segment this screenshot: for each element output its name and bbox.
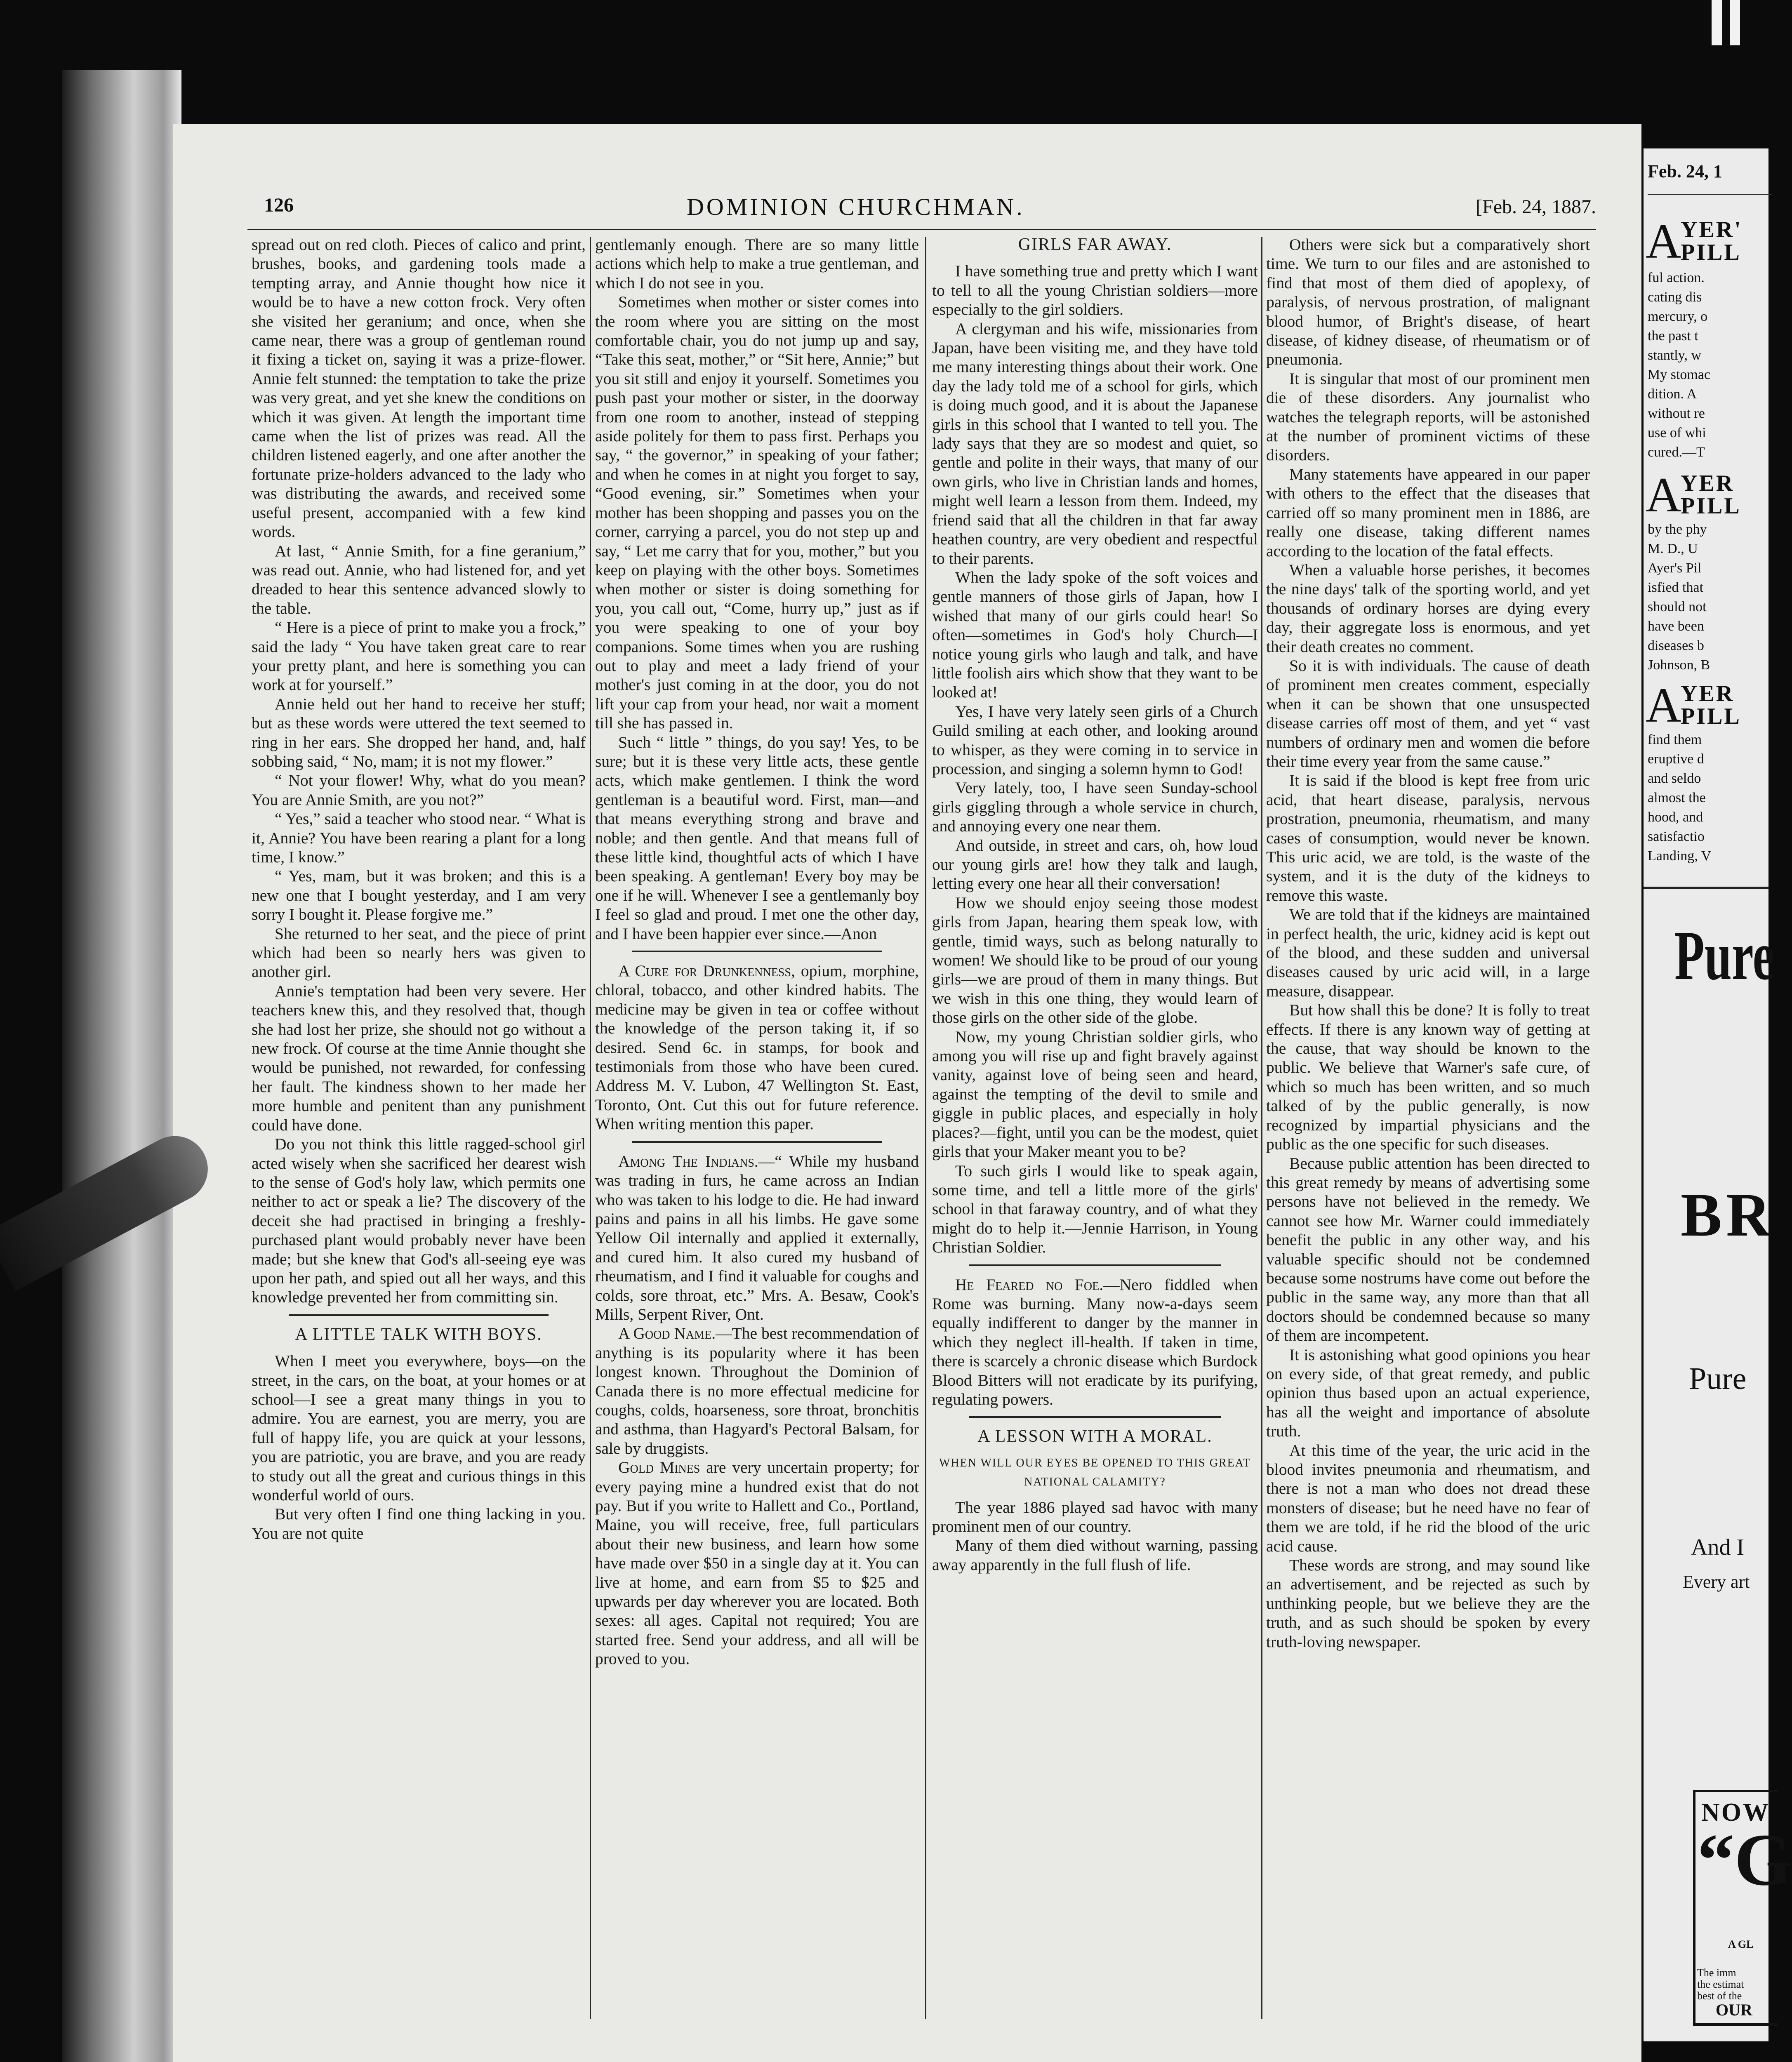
col1-paragraph: But very often I find one thing lacking in you. You are not quite <box>252 1505 586 1542</box>
section-rule <box>969 1416 1221 1418</box>
ayer-ad-word-2: YER <box>1681 471 1735 496</box>
column-3 <box>932 235 1258 2021</box>
boxed-ad-g: “G <box>1697 1819 1792 1901</box>
ayer-ad-initial-2: A <box>1646 467 1681 522</box>
notice-body: —The best recommendation of anything is its popularity where it has been longest known. Throughout the Dominion of Canada there is no more effectual medicine for coughs, colds, hoarseness, sore throat, bronchitis and asthma, than Hagyard's Pectoral Balsam, for sale by druggists. <box>595 1324 919 1457</box>
newspaper-title: DOMINION CHURCHMAN. <box>687 193 1025 220</box>
col3-paragraph: Many of them died without warning, passing away apparently in the full flush of life. <box>932 1536 1258 1574</box>
article-heading-girls-far-away: GIRLS FAR AWAY. <box>1018 235 1172 254</box>
ayer-ad-word-1: YER' <box>1681 217 1743 242</box>
col3-paragraph: Very lately, too, I have seen Sunday-school girls giggling through a whole service in church, and annoying every one near them. <box>932 779 1258 836</box>
column-divider-2 <box>925 237 926 2019</box>
col2-notice-drunkenness <box>595 961 919 1134</box>
col1-paragraph: Annie's temptation had been very severe. Her teachers knew this, and they resolved that, though she had lost her prize, she should not go without a new frock. Of course at the time Annie thought she would be punished, not rewarded, for confessing her fault. The kindness shown to her made her more humble and penitent than any punishment could have done. <box>252 982 586 1134</box>
notice-lead: Among The Indians. <box>618 1152 758 1170</box>
ayer-ad-pills-3: PILL <box>1681 704 1741 729</box>
ayer-ad-initial-1: A <box>1646 214 1681 268</box>
col3-paragraph: I have something true and pretty which I want to tell to all the young Christian soldiers—more especially to the girl soldiers. <box>932 262 1258 319</box>
col1-paragraph: Do you not think this little ragged-school girl acted wisely when she sacrificed her dearest wish to the sense of God's holy law, which permits one neither to act or speak a lie? The discovery of the deceit she had practised in bringing a freshly-purchased plant would probably never have been made; but she knew that God's all-seeing eye was upon her path, and spied out all her ways, and this knowledge prevented her from committing sin. <box>252 1135 586 1306</box>
col1-paragraph: She returned to her seat, and the piece of print which had been so nearly hers was given to another girl. <box>252 924 586 981</box>
col3-paragraph: When the lady spoke of the soft voices and gentle manners of those girls of Japan, how I wished that many of our girls could hear! So often—sometimes in God's holy Church—I notice young girls who laugh and talk, and have little foolish airs which show that they want to be looked at! <box>932 568 1258 701</box>
notice-body: —Nero fiddled when Rome was burning. Many now-a-days seem equally indifferent to danger by the manner in which they neglect ill-health. If taken in time, there is scarcely a chronic disease which Burdock Blood Bitters will not eradicate by its purifying, regulating powers. <box>932 1275 1258 1408</box>
notice-body: opium, morphine, chloral, tobacco, and other kindred habits. The medicine may be given in tea or coffee without the knowledge of the person taking it, if so desired. Send 6c. in stamps, for book and testimonials from those who have been cured. Address M. V. Lubon, 47 Wellington St. East, Toronto, Ont. Cut this out for future reference. When writing mention this paper. <box>595 962 919 1133</box>
column-divider-1 <box>590 237 591 2019</box>
section-rule <box>969 1264 1221 1266</box>
col4-paragraph: It is astonishing what good opinions you hear on every side, of that great remedy, and public opinion thus based upon an actual experience, has all the weight and importance of absolute truth. <box>1266 1345 1590 1441</box>
header-rule <box>247 229 1596 230</box>
col2-paragraph: Such “ little ” things, do you say! Yes, to be sure; but it is these very little acts, these gentle acts, which make gentlemen. I think the word gentleman is a beautiful word. First, man—and that means everything strong and brave and noble; and then gentle. And that means full of these little kind, thoughtful acts of which I have been speaking. A gentleman! Every boy may be one if he will. Whenever I see a gentlemanly boy I feel so glad and proud. I met one the other day, and I have been happier ever since.—Anon <box>595 733 919 943</box>
book-page-edges <box>62 70 181 2062</box>
col4-paragraph: Many statements have appeared in our paper with others to the effect that the diseases that carried off so many prominent men in 1886, are really one disease, taking different names according to the location of the fatal effects. <box>1266 465 1590 560</box>
col4-paragraph: It is singular that most of our prominent men die of these disorders. Any journalist who watches the telegraph reports, will be astonished at the number of prominent victims of these disorders. <box>1266 369 1590 464</box>
col4-paragraph: But how shall this be done? It is folly to treat effects. If there is any known way of getting at the cause, that way should be known to the public. We believe that Warner's safe cure, of which so much has been written, and so much talked of by the public generally, is now recognized by impartial physicians and the public as the one specific for such diseases. <box>1266 1001 1590 1153</box>
col3-paragraph: The year 1886 played sad havoc with many prominent men of our country. <box>932 1498 1258 1535</box>
issue-date: [Feb. 24, 1887. <box>1476 196 1596 218</box>
notice-body: —“ While my husband was trading in furs, he came across an Indian who was taken to his lodge to die. He had inward pains and pains in all his limbs. He gave some Yellow Oil internally and applied it externally, and cured him. It also cured my husband of rheumatism, and I find it valuable for coughs and colds, sore throat, etc.” Mrs. A. Besaw, Cook's Mills, Serpent River, Ont. <box>595 1152 919 1323</box>
notice-lead: Gold Mines <box>618 1458 700 1477</box>
col2-paragraph: gentlemanly enough. There are so many little actions which help to make a true gentleman, and which I do not see in you. <box>595 235 919 292</box>
section-rule <box>289 1314 549 1316</box>
scan-margin-bar <box>1712 0 1722 45</box>
boxed-ad-now: NOW <box>1701 1798 1770 1827</box>
boxed-ad-a-gl: A GL <box>1728 1938 1754 1950</box>
col3-paragraph: To such girls I would like to speak again, some time, and tell a little more of the girls' school in that faraway country, and of what they might do to help it.—Jennie Harrison, in Young Christian Soldier. <box>932 1161 1258 1257</box>
page-header <box>264 194 1596 223</box>
ayer-ad-text-2: by the phy M. D., U Ayer's Pil isfied that should not have been diseases b Johnson, B <box>1648 522 1710 673</box>
column-divider-3 <box>1261 237 1262 2019</box>
pure-ad-subheading: Pure <box>1689 1361 1747 1396</box>
col4-paragraph: It is said if the blood is kept free from uric acid, that heart disease, paralysis, nervous prostration, pneumonia, rheumatism, and many cases of consumption, would never be known. This uric acid, we are told, is the waste of the system, and it is the duty of the kidneys to remove this waste. <box>1266 771 1590 904</box>
col3-paragraph: Now, my young Christian soldier girls, who among you will rise up and fight bravely against vanity, against love of being seen and heard, against the tempting of the devil to smile and giggle in public places, and especially in holy places?—fight, until you can be the modest, quiet girls that your Maker meant you to be? <box>932 1027 1258 1161</box>
column-1 <box>252 235 586 2021</box>
col1-paragraph: When I meet you everywhere, boys—on the street, in the cars, on the boat, at your homes or at school—I see a great many things in you to admire. You are earnest, you are merry, you are full of happy life, you are quick at your lessons, you are patriotic, you are brave, and you are ready to study out all the great and curious things in this wonderful world of ours. <box>252 1352 586 1504</box>
ayer-ad-text-1: ful action. cating dis mercury, o the past t stantly, w My stomac dition. A without re use of whi cured.—T <box>1648 270 1711 460</box>
section-rule <box>632 1141 882 1143</box>
col1-paragraph: “ Not your flower! Why, what do you mean? You are Annie Smith, are you not?” <box>252 771 586 809</box>
ayer-ad-pills-1: PILL <box>1681 240 1741 265</box>
ayer-ad-initial-3: A <box>1646 678 1681 732</box>
col4-paragraph: When a valuable horse perishes, it becomes the nine days' talk of the sporting world, and yet thousands of ordinary horses are dying every day, their aggregate loss is enormous, and yet their death creates no comment. <box>1266 560 1590 656</box>
column-4 <box>1266 235 1590 2021</box>
ayer-ad-pills-2: PILL <box>1681 493 1741 519</box>
col2-notice-gold-mines <box>595 1458 919 1668</box>
right-page-header: Feb. 24, 1 <box>1648 161 1722 181</box>
boxed-ad-small-text: The imm the estimat best of the <box>1697 1967 1744 2002</box>
notice-lead: A Good Name. <box>618 1324 716 1343</box>
and-line: And I <box>1691 1535 1745 1560</box>
col4-paragraph: These words are strong, and may sound like an advertisement, and be rejected as such by unthinking people, but we believe they are the truth, and as such should be spoken by every truth-loving newspaper. <box>1266 1556 1590 1651</box>
scan-margin-bar-2 <box>1730 0 1740 45</box>
notice-lead: He Feared no Foe. <box>955 1275 1104 1294</box>
col4-paragraph: We are told that if the kidneys are maintained in perfect health, the uric, kidney acid is kept out of the blood, and these sudden and universal diseases caused by uric acid will, in a large measure, disappear. <box>1266 905 1590 1000</box>
right-page-strip <box>1644 148 1792 2041</box>
col1-paragraph: spread out on red cloth. Pieces of calico and print, brushes, books, and gardening tools made a tempting array, and Annie thought how nice it would be to have a new cotton frock. Very often she visited her geranium; and once, when she came near, there was a group of gentleman round it fixing a ticket on, saying it was a prize-flower. Annie felt stunned: the temptation to take the prize was very great, and yet she knew the conditions on which it was given. At length the important time came when the list of prizes was read. All the children listened eagerly, and one after another the fortunate prize-holders advanced to the lady who was distributing the awards, and received some useful present, accompanied with a few kind words. <box>252 235 586 541</box>
col4-paragraph: Others were sick but a comparatively short time. We turn to our files and are astonished to find that most of them died of apoplexy, of paralysis, of nervous prostration, of malignant blood humor, of Bright's disease, of heart disease, of kidney disease, of rheumatism or of pneumonia. <box>1266 235 1590 369</box>
col3-notice-feared-no-foe <box>932 1275 1258 1409</box>
article-subheading: WHEN WILL OUR EYES BE OPENED TO THIS GREAT NATIONAL CALAMITY? <box>939 1456 1251 1489</box>
col3-paragraph: How we should enjoy seeing those modest girls from Japan, hearing them speak low, with gentle, timid ways, such as belong naturally to women! We should like to be proud of our young girls—we are proud of them in many things. But we wish in this one thing, they would learn of those girls on the other side of the globe. <box>932 893 1258 1027</box>
article-heading-lesson-moral: A LESSON WITH A MORAL. <box>977 1427 1213 1446</box>
col2-notice-good-name <box>595 1324 919 1458</box>
br-ad-heading: BR <box>1681 1181 1775 1249</box>
notice-lead: A Cure for Drunkenness, <box>618 962 795 980</box>
col1-paragraph: “ Yes, mam, but it was broken; and this is a new one that I bought yesterday, and I am very sorry I bought it. Please forgive me.” <box>252 867 586 924</box>
col2-notice-indians <box>595 1152 919 1324</box>
col2-paragraph: Sometimes when mother or sister comes into the room where you are sitting on the most comfortable chair, you do not jump up and say, “Take this seat, mother,” or “Sit here, Annie;” but you sit still and enjoy it yourself. Sometimes you push past your mother or sister, in the doorway from one room to another, instead of stepping aside politely for them to pass first. Perhaps you say, “ the governor,” in speaking of your father; and when he comes in at night you forget to say, “Good evening, sir.” Sometimes when your mother has been shopping and passes you on the corner, carrying a parcel, you do not step up and say, “ Let me carry that for you, mother,” but you keep on playing with the other boys. Sometimes when mother or sister is doing something for you, you call out, “Come, hurry up,” just as if you were speaking to one of your boy companions. Some times when you are rushing out to play and meet a lady friend of your mother's just coming in at the door, you do not lift your cap from your head, nor wait a moment till she has passed in. <box>595 293 919 732</box>
notice-body: are very uncertain property; for every paying mine a hundred exist that do not pay. But if you write to Hallett and Co., Portland, Maine, you will receive, free, full particulars about their new business, and learn how some have made over $50 in a single day at it. You can live at home, and earn from $5 to $25 and upwards per day wherever you are located. Both sexes: all ages. Capital not required; You are started free. Send your address, and all will be proved to you. <box>595 1458 919 1668</box>
section-rule <box>632 951 882 952</box>
col3-paragraph: And outside, in street and cars, oh, how loud our young girls are! how they talk and laugh, letting every one hear all their conversation! <box>932 836 1258 893</box>
col3-paragraph: Yes, I have very lately seen girls of a Church Guild smiling at each other, and looking around to whisper, as they were coming in to service in procession, and singing a solemn hymn to God! <box>932 702 1258 778</box>
col1-paragraph: “ Here is a piece of print to make you a frock,” said the lady “ You have taken great care to rear your pretty plant, and here is something you can work at for yourself.” <box>252 618 586 694</box>
ad-divider-rule <box>1644 887 1768 889</box>
col4-paragraph: At this time of the year, the uric acid in the blood invites pneumonia and rheumatism, and there is not a man who does not dread these monsters of disease; but he need have no fear of them we are told, if he rid the blood of the uric acid cause. <box>1266 1441 1590 1555</box>
col3-paragraph: A clergyman and his wife, missionaries from Japan, have been visiting me, and they have told me many interesting things about their work. One day the lady told me of a school for girls, which is doing much good, and it is about the Japanese girls in this school that I wanted to tell you. The lady says that they are so modest and quiet, so gentle and polite in their ways, that many of our own girls, who live in Christian lands and homes, might well learn a lesson from them. Indeed, my friend said that all the children in that far away heathen country, are very obedient and respectful to their parents. <box>932 319 1258 567</box>
col1-paragraph: Annie held out her hand to receive her stuff; but as these words were uttered the text seemed to ring in her ears. She dropped her hand, and, half sobbing said, “ No, mam; it is not my flower.” <box>252 694 586 770</box>
ayer-ad-text-3: find them eruptive d and seldo almost the hood, and satisfactio Landing, V <box>1648 732 1712 864</box>
boxed-ad-our: OUR <box>1716 2001 1752 2019</box>
page-number: 126 <box>264 194 294 216</box>
every-article-line: Every art <box>1683 1572 1750 1592</box>
col4-paragraph: Because public attention has been directed to this great remedy by means of advertising some persons have not believed in the remedy. We cannot see how Mr. Warner could immediately benefit the public in any other way, and his valuable specific should not be condemned because some nostrums have come out before the public in the same way, any more than that all doctors should be condemned because so many of them are incompetent. <box>1266 1154 1590 1345</box>
right-page-header-rule <box>1648 194 1771 195</box>
pure-ad-heading: Pure <box>1674 917 1775 994</box>
col4-paragraph: So it is with individuals. The cause of death of prominent men creates comment, especially when it can be shown that one unsuspected disease carries off most of them, and yet “ vast numbers of ordinary men and women die before their time every year from the same cause.” <box>1266 656 1590 770</box>
column-2 <box>595 235 919 2021</box>
col1-paragraph: “ Yes,” said a teacher who stood near. “ What is it, Annie? You have been rearing a plant for a long time, I know.” <box>252 810 586 866</box>
ayer-ad-word-3: YER <box>1681 681 1735 706</box>
col1-paragraph: At last, “ Annie Smith, for a fine geranium,” was read out. Annie, who had listened for, and yet dreaded to hear this sentence advanced slowly to the table. <box>252 541 586 617</box>
article-heading-little-talk: A LITTLE TALK WITH BOYS. <box>295 1325 542 1344</box>
